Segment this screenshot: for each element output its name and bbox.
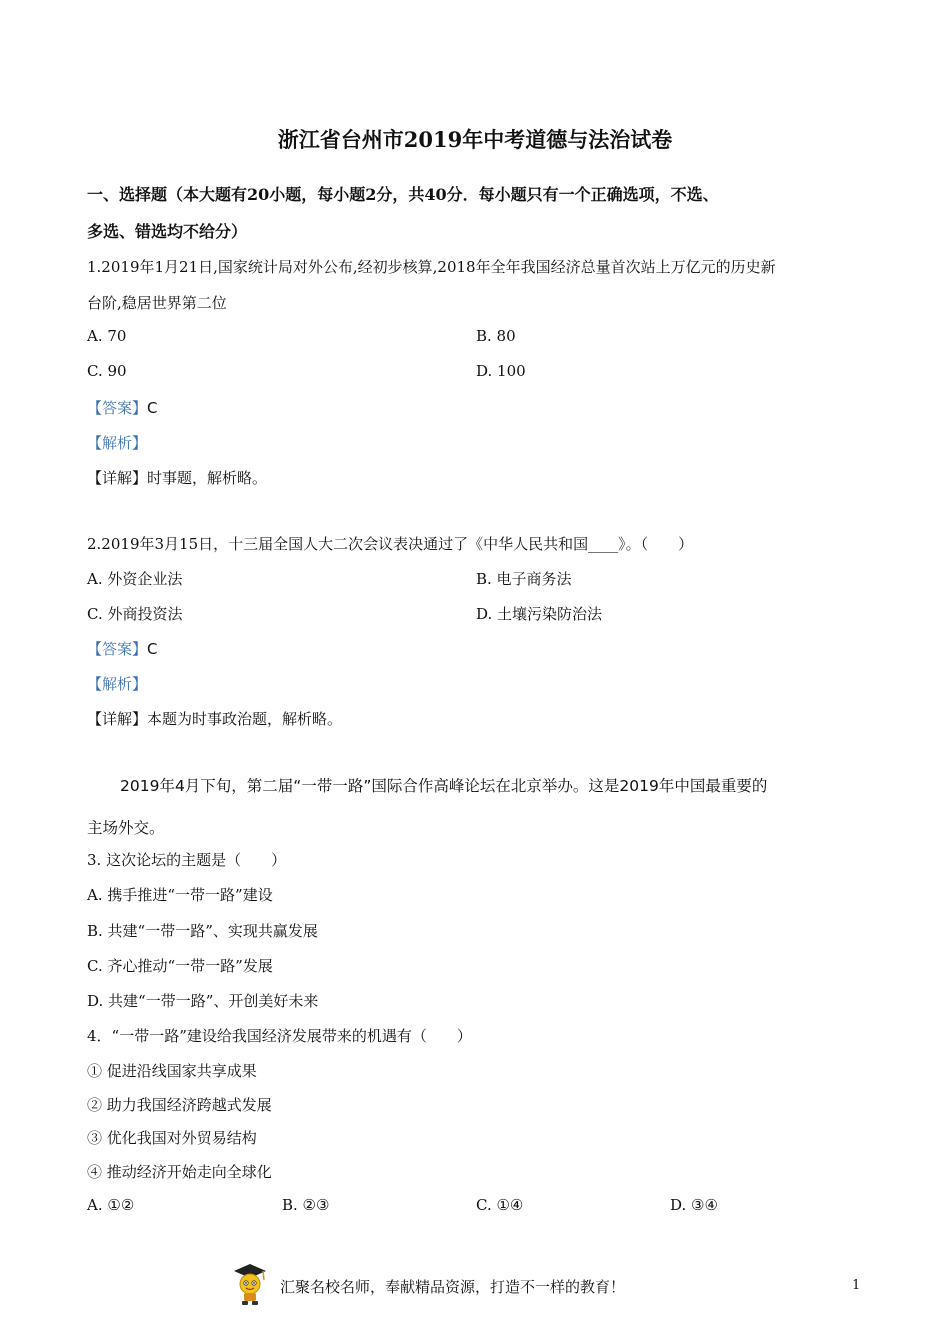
q2-option-d: D. 土壤污染防治法: [476, 605, 603, 623]
q4-item-1: ① 促进沿线国家共享成果: [87, 1062, 257, 1080]
material-line1: 2019年4月下旬，第二届“一带一路”国际合作高峰论坛在北京举办。这是2019年中国最重要的: [120, 777, 768, 795]
page-title: 浙江省台州市2019年中考道德与法治试卷: [277, 127, 673, 152]
graduate-mascot-icon: [230, 1262, 270, 1306]
q2-answer-value: C: [147, 640, 158, 658]
q1-stem-line1: 1.2019年1月21日,国家统计局对外公布,经初步核算,2018年全年我国经济总量首次站上万亿元的历史新: [87, 258, 776, 276]
section-heading-line1: 一、选择题（本大题有20小题，每小题2分，共40分．每小题只有一个正确选项，不选、: [87, 185, 719, 204]
q2-answer-label: 【答案】: [87, 640, 148, 658]
q4-option-b: B. ②③: [282, 1196, 330, 1214]
page-number: 1: [852, 1278, 861, 1293]
footer-slogan: 汇聚名校名师，奉献精品资源，打造不一样的教育！: [280, 1278, 626, 1296]
footer-logo: [230, 1262, 270, 1306]
q4-option-d: D. ③④: [670, 1196, 718, 1214]
q4-option-c: C. ①④: [476, 1196, 524, 1214]
q4-item-2: ② 助力我国经济跨越式发展: [87, 1096, 272, 1114]
q1-option-c: C. 90: [87, 362, 127, 380]
q2-stem: 2.2019年3月15日，十三届全国人大二次会议表决通过了《中华人民共和国____》。（ ）: [87, 535, 694, 553]
q1-option-a: A. 70: [87, 327, 127, 345]
q2-answer: [87, 638, 158, 659]
section-heading-line2: 多选、错选均不给分）: [87, 222, 248, 241]
q1-option-d: D. 100: [476, 362, 526, 380]
q1-answer-label: 【答案】: [87, 399, 148, 417]
q2-option-c: C. 外商投资法: [87, 605, 183, 623]
q3-option-b: B. 共建“一带一路”、实现共赢发展: [87, 922, 318, 940]
q1-answer-value: C: [147, 399, 158, 417]
q1-stem-line2: 台阶,稳居世界第二位: [87, 294, 227, 312]
q2-detail: 【详解】本题为时事政治题，解析略。: [87, 710, 343, 728]
q3-stem: 3. 这次论坛的主题是（ ）: [87, 851, 287, 869]
q1-option-b: B. 80: [476, 327, 516, 345]
q1-answer: [87, 397, 158, 418]
q4-option-a: A. ①②: [87, 1196, 135, 1214]
q1-analysis-label: 【解析】: [87, 434, 148, 452]
q4-stem: 4．“一带一路”建设给我国经济发展带来的机遇有（ ）: [87, 1027, 472, 1045]
q3-option-a: A. 携手推进“一带一路”建设: [87, 886, 273, 904]
q4-item-3: ③ 优化我国对外贸易结构: [87, 1129, 257, 1147]
material-line2: 主场外交。: [87, 819, 165, 837]
q3-option-c: C. 齐心推动“一带一路”发展: [87, 957, 273, 975]
q1-detail: 【详解】时事题，解析略。: [87, 469, 268, 487]
q2-option-b: B. 电子商务法: [476, 570, 572, 588]
q3-option-d: D. 共建“一带一路”、开创美好未来: [87, 992, 319, 1010]
q4-item-4: ④ 推动经济开始走向全球化: [87, 1163, 272, 1181]
q2-option-a: A. 外资企业法: [87, 570, 183, 588]
q2-analysis-label: 【解析】: [87, 675, 148, 693]
